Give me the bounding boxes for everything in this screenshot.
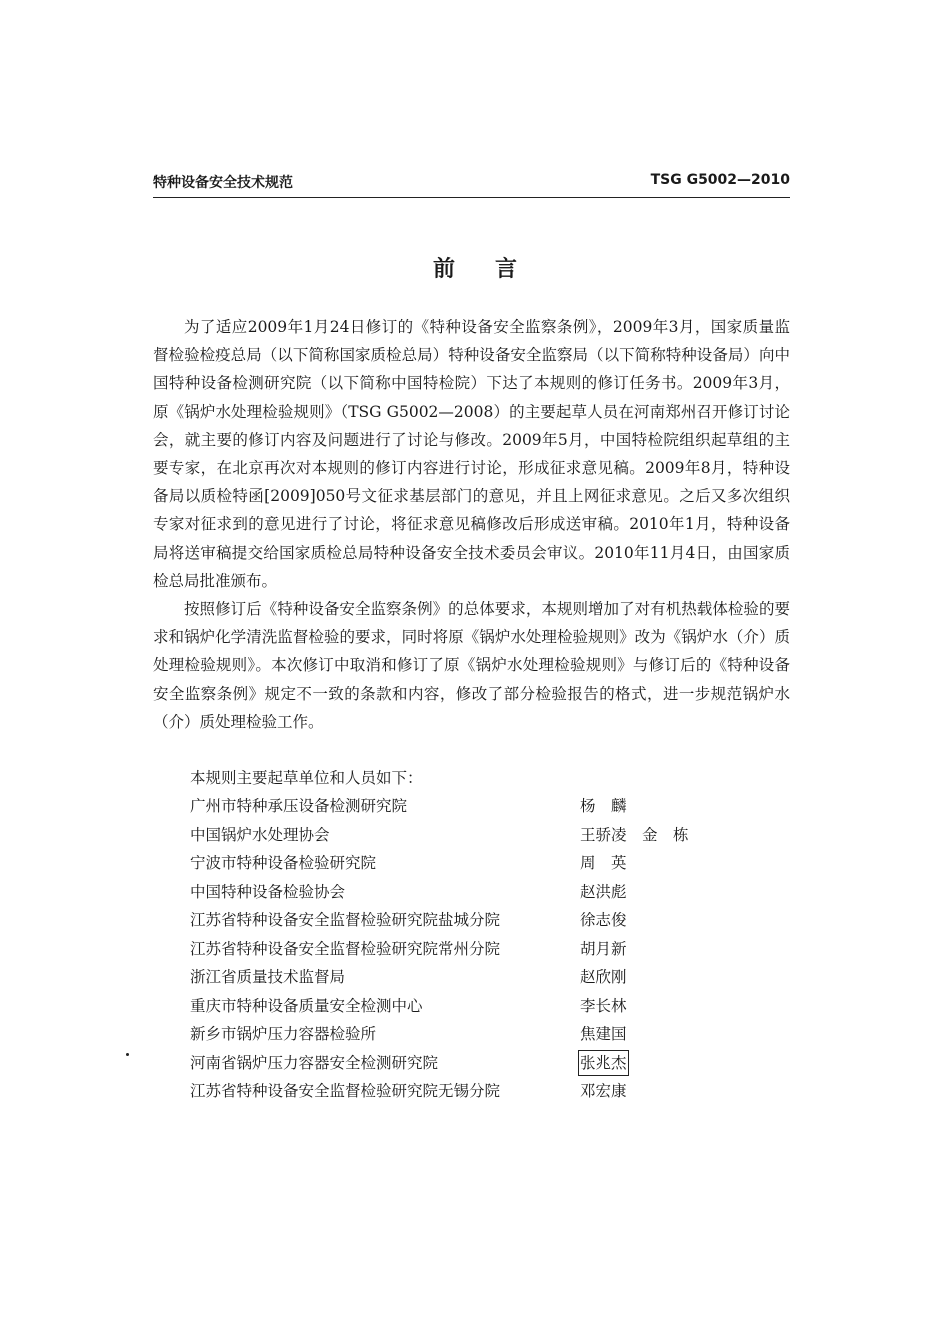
drafter-people: 胡月新	[580, 939, 627, 958]
drafters-intro: 本规则主要起草单位和人员如下：	[190, 769, 423, 787]
drafter-org: 河南省锅炉压力容器安全检测研究院	[190, 1053, 439, 1072]
drafter-org: 广州市特种承压设备检测研究院	[190, 797, 408, 815]
drafter-org: 浙江省质量技术监督局	[190, 968, 346, 986]
drafter-people: 杨 麟	[580, 797, 627, 815]
drafter-row	[190, 821, 750, 849]
drafter-org: 江苏省特种设备安全监督检验研究院无锡分院	[190, 1082, 501, 1100]
drafter-org: 中国锅炉水处理协会	[190, 825, 330, 844]
header-standard-code: TSG G5002—2010	[650, 172, 790, 188]
drafter-row	[190, 935, 750, 963]
drafter-people: 赵洪彪	[580, 882, 627, 901]
drafter-people: 徐志俊	[580, 911, 627, 929]
drafter-people: 周 英	[580, 854, 627, 872]
header-series-title: 特种设备安全技术规范	[153, 175, 293, 191]
drafter-org: 新乡市锅炉压力容器检验所	[190, 1025, 377, 1043]
body-text	[153, 313, 790, 736]
drafter-row	[190, 792, 750, 820]
drafter-org: 江苏省特种设备安全监督检验研究院盐城分院	[190, 911, 501, 929]
drafter-row	[190, 1020, 750, 1048]
drafter-org: 江苏省特种设备安全监督检验研究院常州分院	[190, 939, 501, 958]
drafter-people: 焦建国	[580, 1025, 627, 1043]
drafters-intro-row	[190, 764, 750, 792]
paragraph-2: 按照修订后《特种设备安全监察条例》的总体要求，本规则增加了对有机热载体检验的要求和锅炉化学清洗监督检验的要求，同时将原《锅炉水处理检验规则》改为《锅炉水（介）质处理检验规则》。本次修订中取消和修订了原《锅炉水处理检验规则》与修订后的《特种设备安全监察条例》规定不一致的条款和内容，修改了部分检验报告的格式，进一步规范锅炉水（介）质处理检验工作。	[153, 600, 790, 731]
drafter-row	[190, 878, 750, 906]
drafter-org: 重庆市特种设备质量安全检测中心	[190, 996, 423, 1015]
drafter-row	[190, 992, 750, 1020]
drafter-people-highlighted: 张兆杰	[578, 1050, 629, 1076]
margin-dot-mark	[126, 1053, 129, 1056]
header-divider	[153, 197, 790, 198]
drafter-people: 李长林	[580, 996, 627, 1015]
drafter-row	[190, 906, 750, 934]
drafter-row	[190, 1077, 750, 1105]
page-header	[153, 172, 790, 194]
drafter-row	[190, 963, 750, 991]
drafter-people: 赵欣刚	[580, 968, 627, 986]
drafter-row	[190, 849, 750, 877]
drafter-row	[190, 1049, 750, 1077]
drafter-people: 邓宏康	[580, 1082, 627, 1100]
drafter-org: 宁波市特种设备检验研究院	[190, 854, 377, 872]
drafter-people: 王骄凌 金 栋	[580, 825, 689, 844]
paragraph-1: 为了适应2009年1月24日修订的《特种设备安全监察条例》，2009年3月，国家质量监督检验检疫总局（以下简称国家质检总局）特种设备安全监察局（以下简称特种设备局）向中国特种设备检测研究院（以下简称中国特检院）下达了本规则的修订任务书。2009年3月，原《锅炉水处理检验规则》（TSG G5002—2008）的主要起草人员在河南郑州召开修订讨论会，就主要的修订内容及问题进行了讨论与修改。2009年5月，中国特检院组织起草组的主要专家，在北京再次对本规则的修订内容进行讨论，形成征求意见稿。2009年8月，特种设备局以质检特函[2009]050号文征求基层部门的意见，并且上网征求意见。之后又多次组织专家对征求到的意见进行了讨论，将征求意见稿修改后形成送审稿。2010年1月，特种设备局将送审稿提交给国家质检总局特种设备安全技术委员会审议。2010年11月4日，由国家质检总局批准颁布。	[153, 318, 790, 590]
drafter-org: 中国特种设备检验协会	[190, 882, 346, 901]
page-title: 前言	[432, 257, 557, 282]
